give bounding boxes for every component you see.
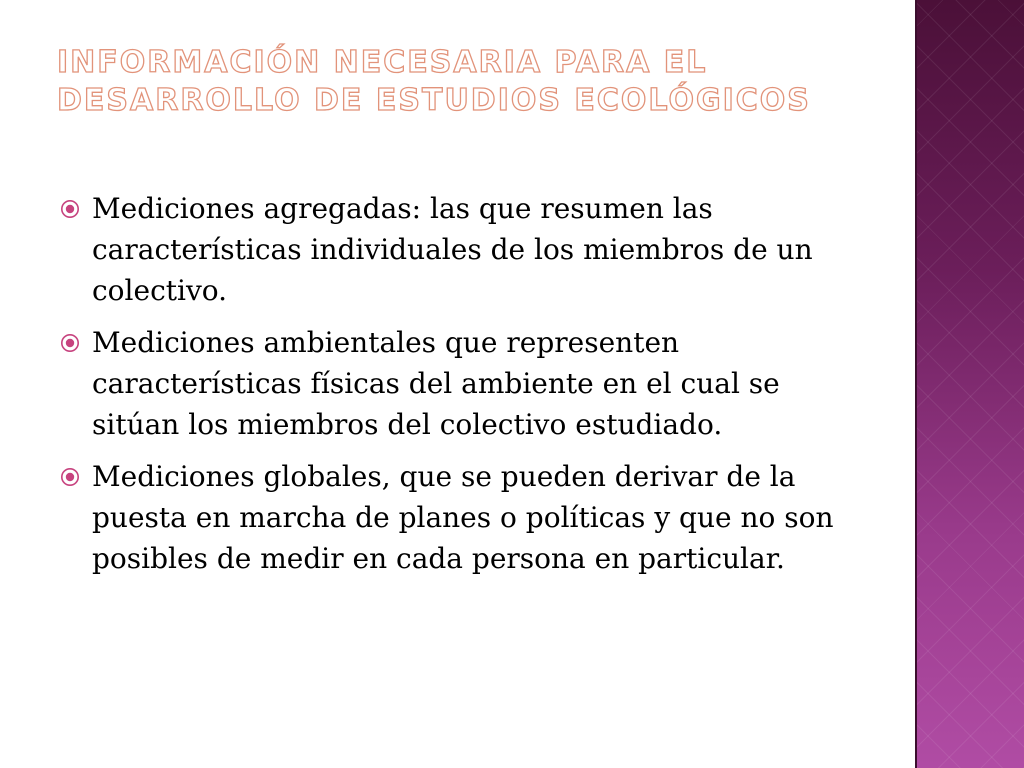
bullet-item	[60, 188, 860, 311]
circle-target-icon	[60, 333, 80, 353]
circle-target-icon	[60, 199, 80, 219]
bullet-list	[60, 188, 860, 590]
bullet-item	[60, 322, 860, 445]
bullet-text: Mediciones agregadas: las que resumen las características individuales de los miembros de un colectivo.	[92, 192, 813, 307]
title-line-1: INFORMACIÓN NECESARIA PARA EL	[57, 45, 708, 80]
circle-target-icon	[60, 467, 80, 487]
decorative-side-panel	[915, 0, 1024, 768]
bullet-item	[60, 456, 860, 579]
title-line-2: DESARROLLO DE ESTUDIOS ECOLÓGICOS	[57, 83, 811, 118]
bullet-text: Mediciones globales, que se pueden derivar de la puesta en marcha de planes o políticas y que no son posibles de medir en cada persona en particular.	[92, 460, 834, 575]
slide-title	[57, 44, 877, 120]
bullet-text: Mediciones ambientales que representen características físicas del ambiente en el cual se sitúan los miembros del colectivo estudiado.	[92, 326, 780, 441]
